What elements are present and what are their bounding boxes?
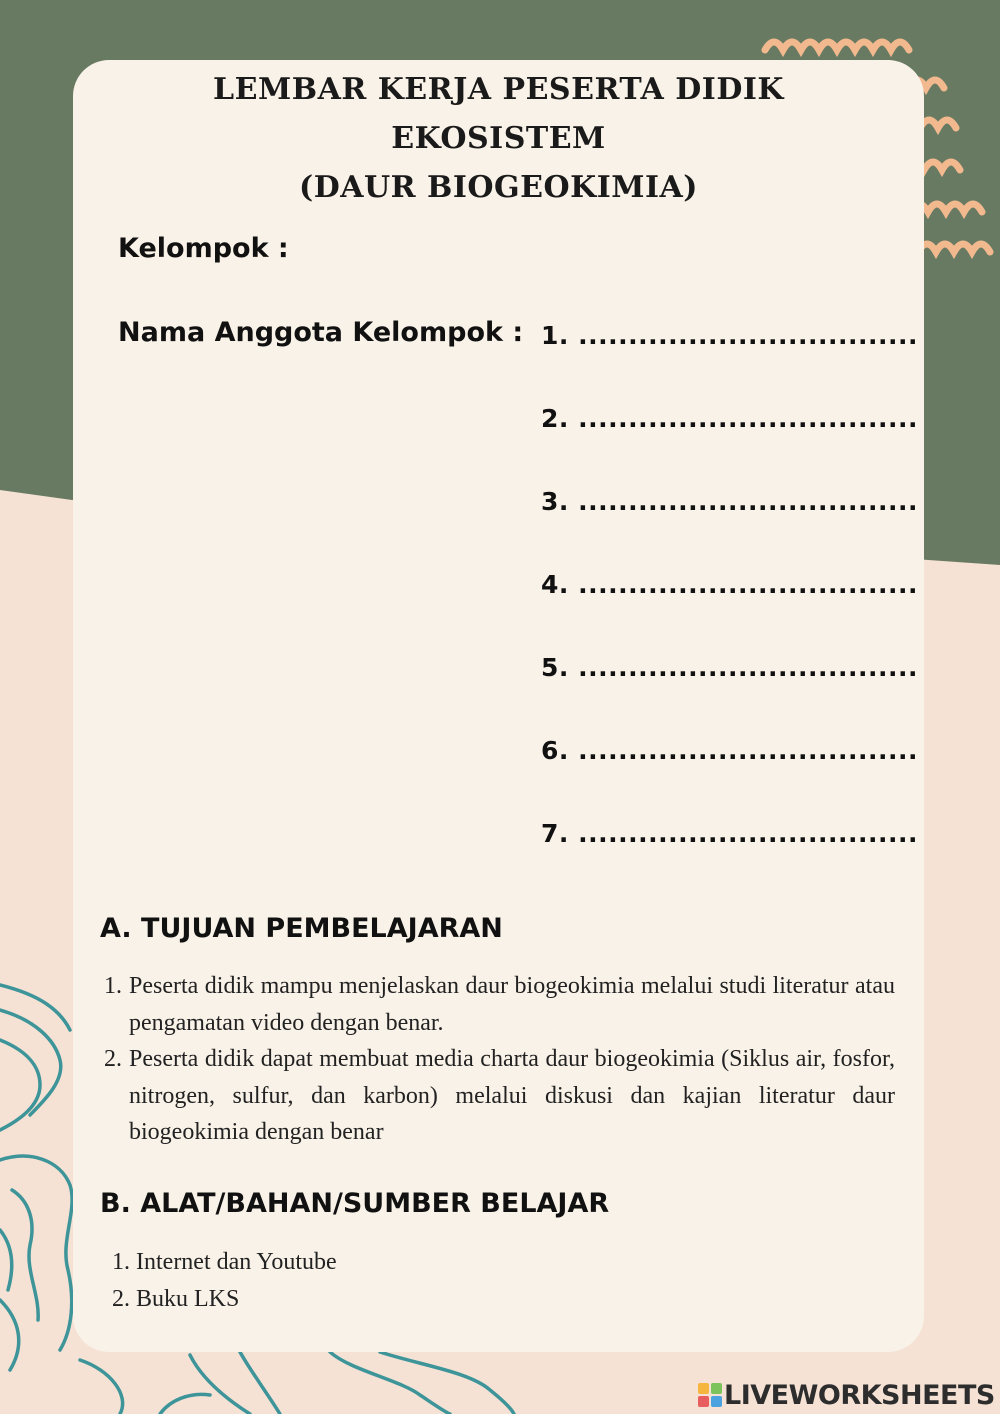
list-item <box>112 1244 712 1281</box>
list-item-number: 1. <box>104 973 122 999</box>
member-field-2[interactable]: 2. .................................. <box>541 404 918 433</box>
members-label: Nama Anggota Kelompok : <box>118 317 524 348</box>
member-field-6[interactable]: 6. .................................. <box>541 736 918 765</box>
kelompok-label: Kelompok : <box>118 233 289 264</box>
member-field-5[interactable]: 5. .................................. <box>541 653 918 682</box>
list-item-number: 2. <box>104 1046 122 1072</box>
tools-list <box>112 1244 712 1318</box>
list-item-number: 2. <box>112 1286 130 1312</box>
member-field-7[interactable]: 7. .................................. <box>541 819 918 848</box>
list-item-text: Peserta didik dapat membuat media charta daur biogeokimia (Siklus air, fosfor, nitrogen, sulfur, dan karbon) melalui diskusi dan kajian literatur daur biogeokimia dengan benar <box>129 1046 895 1145</box>
list-item-text: Internet dan Youtube <box>136 1249 337 1275</box>
list-item-number: 1. <box>112 1249 130 1275</box>
list-item <box>104 968 895 1041</box>
title-line-3: (DAUR BIOGEOKIMIA) <box>299 170 698 205</box>
liveworksheets-logo[interactable] <box>698 1380 995 1410</box>
member-field-3[interactable]: 3. .................................. <box>541 487 918 516</box>
liveworksheets-grid-icon <box>698 1383 722 1407</box>
objectives-list <box>104 968 895 1151</box>
list-item-text: Peserta didik mampu menjelaskan daur biogeokimia melalui studi literatur atau pengamatan video dengan benar. <box>129 973 895 1036</box>
title-line-2: EKOSISTEM <box>391 121 606 156</box>
member-field-4[interactable]: 4. .................................. <box>541 570 918 599</box>
member-field-1[interactable]: 1. .................................. <box>541 321 918 350</box>
section-b-heading: B. ALAT/BAHAN/SUMBER BELAJAR <box>100 1188 610 1219</box>
list-item <box>112 1281 712 1318</box>
list-item <box>104 1041 895 1151</box>
section-a-heading: A. TUJUAN PEMBELAJARAN <box>100 913 503 944</box>
brand-name: LIVEWORKSHEETS <box>724 1379 995 1411</box>
title-line-1: LEMBAR KERJA PESERTA DIDIK <box>213 72 784 107</box>
list-item-text: Buku LKS <box>136 1286 240 1312</box>
